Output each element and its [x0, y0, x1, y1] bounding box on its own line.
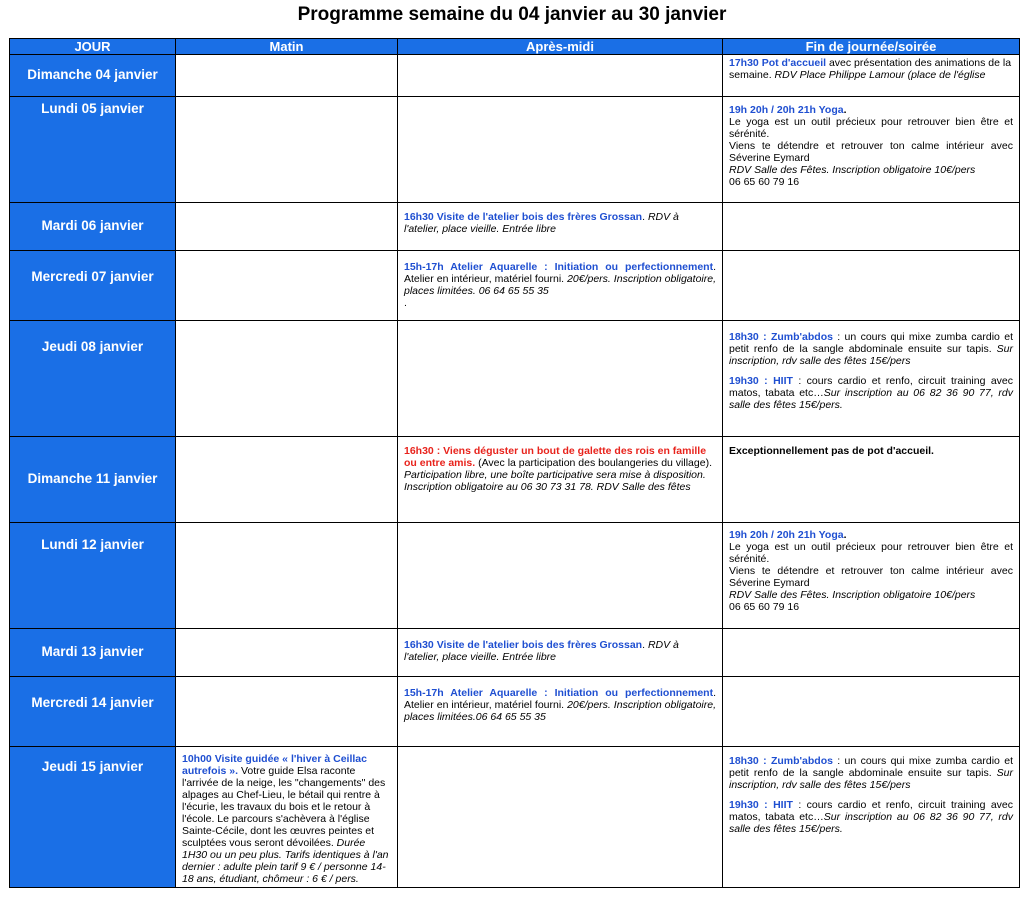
matin-cell: [176, 251, 398, 321]
event-text: Exceptionnellement pas de pot d'accueil.: [729, 445, 934, 457]
event-title: 19h30 : HIIT: [729, 375, 793, 387]
apres-midi-cell: [398, 251, 723, 321]
soiree-cell: [723, 97, 1020, 203]
matin-cell: [176, 321, 398, 437]
event-title: 16h30 Visite de l'atelier bois des frères Grossan: [404, 211, 643, 223]
day-cell: Lundi 12 janvier: [10, 523, 176, 629]
event-dot: .: [713, 687, 716, 699]
event-rdv: Participation libre, une boîte participative sera mise à disposition. Inscription obligatoire au 06 30 73 31 78. RDV Salle des fêtes: [404, 469, 706, 493]
table-row: [10, 251, 1020, 321]
event-rdv: Durée 1H30 ou un peu plus. Tarifs identiques à l'an dernier : adulte plein tarif 9 € / personne 14-18 ans, étudiant, chômeur : 6 € / pers.: [182, 837, 389, 885]
event-title: 19h 20h / 20h 21h Yoga: [729, 104, 844, 116]
day-cell: Lundi 05 janvier: [10, 97, 176, 203]
apres-midi-cell: [398, 629, 723, 677]
table-row: [10, 321, 1020, 437]
table-row: [10, 203, 1020, 251]
apres-midi-cell: [398, 203, 723, 251]
soiree-cell: [723, 747, 1020, 888]
event-text: : un cours qui mixe zumba cardio et petit renfo de la sangle abdominale ensuite sur tapis.: [729, 755, 1013, 779]
day-cell: Jeudi 08 janvier: [10, 321, 176, 437]
event-rdv: RDV Salle des Fêtes. Inscription obligatoire 10€/pers: [729, 164, 976, 176]
soiree-cell: [723, 629, 1020, 677]
event-rdv: Sur inscription, rdv salle des fêtes 15€/pers: [729, 767, 1013, 791]
event-text: Votre guide Elsa raconte l'arrivée de la neige, les "changements" des alpages au Chef-Lieu, le bétail qui rentre à l'écurie, les travaux du bois et le retour à l'école. Le parcours s'achèvera à l'église Sainte-Cécile, dont les œuvres peintes et sculptées vous seront dévoilées.: [182, 765, 386, 849]
matin-cell: [176, 437, 398, 523]
soiree-cell: [723, 437, 1020, 523]
event-text: Le yoga est un outil précieux pour retrouver bien être et sérénité.: [729, 116, 1013, 140]
event-text: (Avec la participation des boulangeries du village).: [475, 457, 712, 469]
table-row: [10, 747, 1020, 888]
day-cell: Mercredi 14 janvier: [10, 677, 176, 747]
day-cell: Dimanche 11 janvier: [10, 437, 176, 523]
apres-midi-cell: [398, 747, 723, 888]
event-text: : un cours qui mixe zumba cardio et petit renfo de la sangle abdominale ensuite sur tapis.: [729, 331, 1013, 355]
matin-cell: [176, 523, 398, 629]
page-title: Programme semaine du 04 janvier au 30 janvier: [297, 4, 727, 25]
event-phone: 06 65 60 79 16: [729, 601, 800, 613]
day-cell: Mardi 13 janvier: [10, 629, 176, 677]
event-title: 19h30 : HIIT: [729, 799, 793, 811]
event-rdv: 20€/pers. Inscription obligatoire, places limitées. 06 64 65 55 35: [404, 273, 716, 297]
event-rdv: Sur inscription, rdv salle des fêtes 15€/pers: [729, 343, 1013, 367]
table-row: [10, 677, 1020, 747]
event-phone: 06 65 60 79 16: [729, 176, 800, 188]
day-cell: Mercredi 07 janvier: [10, 251, 176, 321]
header-soiree: Fin de journée/soirée: [723, 39, 1020, 55]
soiree-cell: [723, 523, 1020, 629]
event-text: Viens te détendre et retrouver ton calme intérieur avec Séverine Eymard: [729, 565, 1013, 589]
header-row: [10, 39, 1020, 55]
event-title: 19h 20h / 20h 21h Yoga: [729, 529, 844, 541]
event-rdv: 20€/pers. Inscription obligatoire, places limitées.06 64 65 55 35: [404, 699, 716, 723]
event-trail: .: [404, 297, 407, 309]
event-rdv: RDV à l'atelier, place vieille. Entrée libre: [404, 211, 679, 235]
soiree-cell: [723, 677, 1020, 747]
event-text: : cours cardio et renfo, circuit training avec matos, tabata etc…: [729, 799, 1014, 823]
event-text: avec présentation des animations de la semaine.: [729, 57, 1012, 81]
event-title: 18h30 : Zumb'abdos: [729, 331, 833, 343]
event-dot: .: [713, 261, 716, 273]
event-dot: .: [843, 529, 847, 541]
soiree-cell: [723, 203, 1020, 251]
event-rdv: Sur inscription au 06 82 36 90 77, rdv salle des fêtes 15€/pers.: [729, 387, 1013, 411]
matin-cell: [176, 203, 398, 251]
apres-midi-cell: [398, 523, 723, 629]
event-text: Atelier en intérieur, matériel fourni.: [404, 699, 568, 711]
table-row: [10, 55, 1020, 97]
day-cell: Jeudi 15 janvier: [10, 747, 176, 888]
event-rdv: RDV à l'atelier, place vieille. Entrée libre: [404, 639, 679, 663]
event-text: Le yoga est un outil précieux pour retrouver bien être et sérénité.: [729, 541, 1013, 565]
event-dot: .: [843, 104, 847, 116]
day-cell: Dimanche 04 janvier: [10, 55, 176, 97]
soiree-cell: [723, 251, 1020, 321]
matin-cell: [176, 97, 398, 203]
event-title: 16h30 : Viens déguster un bout de galette des rois en famille ou entre amis.: [404, 445, 707, 469]
apres-midi-cell: [398, 437, 723, 523]
apres-midi-cell: [398, 97, 723, 203]
event-rdv: Sur inscription au 06 82 36 90 77, rdv salle des fêtes 15€/pers.: [729, 811, 1013, 835]
event-title: 18h30 : Zumb'abdos: [729, 755, 833, 767]
soiree-cell: [723, 321, 1020, 437]
header-apres-midi: Après-midi: [398, 39, 723, 55]
matin-cell: [176, 677, 398, 747]
day-cell: Mardi 06 janvier: [10, 203, 176, 251]
event-title: 15h-17h Atelier Aquarelle : Initiation ou perfectionnement: [404, 261, 714, 273]
event-rdv: RDV Salle des Fêtes. Inscription obligatoire 10€/pers: [729, 589, 976, 601]
apres-midi-cell: [398, 321, 723, 437]
event-title: 10h00 Visite guidée « l'hiver à Ceillac autrefois ».: [182, 753, 367, 777]
event-title: 16h30 Visite de l'atelier bois des frères Grossan: [404, 639, 643, 651]
event-rdv: RDV Place Philippe Lamour (place de l'église: [774, 69, 986, 81]
table-row: [10, 97, 1020, 203]
header-jour: JOUR: [10, 39, 176, 55]
matin-cell: [176, 55, 398, 97]
event-text: : cours cardio et renfo, circuit training avec matos, tabata etc…: [729, 375, 1014, 399]
event-dot: .: [642, 211, 648, 223]
table-row: [10, 523, 1020, 629]
event-text: Atelier en intérieur, matériel fourni.: [404, 273, 568, 285]
matin-cell: [176, 747, 398, 888]
matin-cell: [176, 629, 398, 677]
event-dot: .: [642, 639, 648, 651]
apres-midi-cell: [398, 55, 723, 97]
table-row: [10, 437, 1020, 523]
apres-midi-cell: [398, 677, 723, 747]
soiree-cell: [723, 55, 1020, 97]
event-title: 17h30 Pot d'accueil: [729, 57, 827, 69]
programme-table: [9, 38, 1020, 888]
event-text: Viens te détendre et retrouver ton calme intérieur avec Séverine Eymard: [729, 140, 1013, 164]
header-matin: Matin: [176, 39, 398, 55]
table-row: [10, 629, 1020, 677]
event-title: 15h-17h Atelier Aquarelle : Initiation ou perfectionnement: [404, 687, 714, 699]
